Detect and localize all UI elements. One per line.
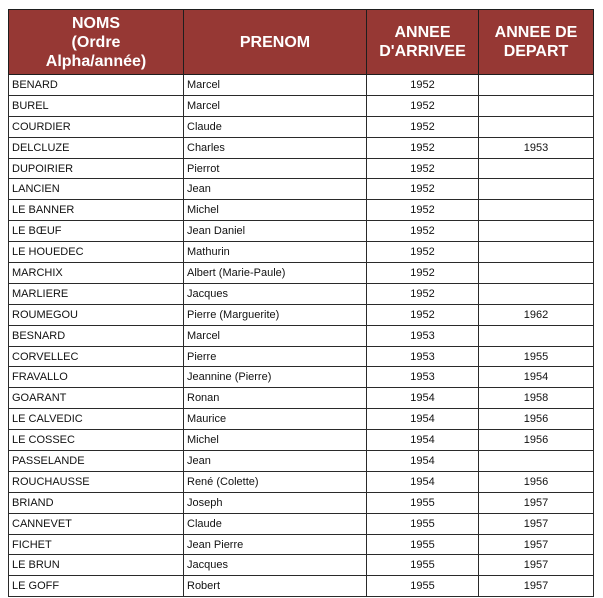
cell-prenom: Jean bbox=[184, 451, 367, 472]
cell-annee-arrivee: 1952 bbox=[367, 179, 479, 200]
cell-annee-arrivee: 1952 bbox=[367, 221, 479, 242]
table-row bbox=[9, 116, 594, 137]
cell-annee-arrivee: 1952 bbox=[367, 242, 479, 263]
table-row bbox=[9, 242, 594, 263]
cell-nom: COURDIER bbox=[9, 116, 184, 137]
cell-prenom: Charles bbox=[184, 137, 367, 158]
header-row bbox=[9, 10, 594, 75]
cell-annee-depart: 1956 bbox=[479, 471, 594, 492]
cell-prenom: Jean bbox=[184, 179, 367, 200]
cell-nom: BRIAND bbox=[9, 492, 184, 513]
cell-annee-arrivee: 1952 bbox=[367, 75, 479, 96]
cell-annee-depart: 1957 bbox=[479, 492, 594, 513]
table-row bbox=[9, 325, 594, 346]
cell-annee-arrivee: 1954 bbox=[367, 409, 479, 430]
table-row bbox=[9, 95, 594, 116]
cell-annee-arrivee: 1952 bbox=[367, 137, 479, 158]
cell-nom: LE HOUEDEC bbox=[9, 242, 184, 263]
cell-nom: LE GOFF bbox=[9, 576, 184, 597]
cell-annee-arrivee: 1954 bbox=[367, 451, 479, 472]
cell-nom: LE COSSEC bbox=[9, 430, 184, 451]
cell-annee-depart: 1962 bbox=[479, 304, 594, 325]
table-row bbox=[9, 179, 594, 200]
cell-nom: LANCIEN bbox=[9, 179, 184, 200]
cell-nom: FRAVALLO bbox=[9, 367, 184, 388]
cell-annee-depart bbox=[479, 158, 594, 179]
cell-annee-arrivee: 1952 bbox=[367, 200, 479, 221]
cell-prenom: Claude bbox=[184, 116, 367, 137]
cell-annee-arrivee: 1953 bbox=[367, 325, 479, 346]
cell-annee-arrivee: 1952 bbox=[367, 304, 479, 325]
cell-annee-arrivee: 1952 bbox=[367, 95, 479, 116]
cell-prenom: Pierre (Marguerite) bbox=[184, 304, 367, 325]
cell-annee-arrivee: 1955 bbox=[367, 576, 479, 597]
cell-annee-depart bbox=[479, 451, 594, 472]
cell-annee-arrivee: 1953 bbox=[367, 346, 479, 367]
cell-nom: DELCLUZE bbox=[9, 137, 184, 158]
header-noms: NOMS (Ordre Alpha/année) bbox=[9, 10, 184, 75]
cell-prenom: Ronan bbox=[184, 388, 367, 409]
table-row bbox=[9, 304, 594, 325]
cell-prenom: Albert (Marie-Paule) bbox=[184, 263, 367, 284]
table-row bbox=[9, 430, 594, 451]
table-row bbox=[9, 137, 594, 158]
cell-nom: ROUCHAUSSE bbox=[9, 471, 184, 492]
table-row bbox=[9, 367, 594, 388]
cell-annee-depart: 1958 bbox=[479, 388, 594, 409]
cell-prenom: Michel bbox=[184, 430, 367, 451]
table-row bbox=[9, 513, 594, 534]
cell-nom: GOARANT bbox=[9, 388, 184, 409]
cell-prenom: Mathurin bbox=[184, 242, 367, 263]
cell-annee-depart: 1957 bbox=[479, 576, 594, 597]
cell-nom: DUPOIRIER bbox=[9, 158, 184, 179]
cell-nom: PASSELANDE bbox=[9, 451, 184, 472]
cell-nom: BUREL bbox=[9, 95, 184, 116]
cell-annee-depart: 1957 bbox=[479, 513, 594, 534]
cell-annee-depart bbox=[479, 283, 594, 304]
cell-nom: BESNARD bbox=[9, 325, 184, 346]
cell-nom: BENARD bbox=[9, 75, 184, 96]
cell-annee-arrivee: 1954 bbox=[367, 471, 479, 492]
cell-annee-arrivee: 1954 bbox=[367, 388, 479, 409]
cell-nom: MARCHIX bbox=[9, 263, 184, 284]
cell-prenom: René (Colette) bbox=[184, 471, 367, 492]
cell-annee-depart: 1957 bbox=[479, 555, 594, 576]
table-row bbox=[9, 471, 594, 492]
cell-prenom: Claude bbox=[184, 513, 367, 534]
table-row bbox=[9, 492, 594, 513]
cell-prenom: Joseph bbox=[184, 492, 367, 513]
header-annee-depart: ANNEE DE DEPART bbox=[479, 10, 594, 75]
cell-nom: ROUMEGOU bbox=[9, 304, 184, 325]
table-row bbox=[9, 388, 594, 409]
personnel-table bbox=[8, 9, 594, 597]
cell-annee-arrivee: 1954 bbox=[367, 430, 479, 451]
cell-nom: CANNEVET bbox=[9, 513, 184, 534]
cell-prenom: Michel bbox=[184, 200, 367, 221]
cell-annee-depart bbox=[479, 221, 594, 242]
cell-annee-depart bbox=[479, 116, 594, 137]
cell-annee-arrivee: 1955 bbox=[367, 534, 479, 555]
cell-annee-arrivee: 1955 bbox=[367, 555, 479, 576]
table-row bbox=[9, 283, 594, 304]
cell-annee-depart bbox=[479, 95, 594, 116]
cell-annee-depart bbox=[479, 179, 594, 200]
table-row bbox=[9, 346, 594, 367]
cell-nom: FICHET bbox=[9, 534, 184, 555]
cell-prenom: Marcel bbox=[184, 75, 367, 96]
cell-annee-depart: 1954 bbox=[479, 367, 594, 388]
cell-prenom: Jacques bbox=[184, 555, 367, 576]
table-row bbox=[9, 555, 594, 576]
cell-nom: LE BANNER bbox=[9, 200, 184, 221]
cell-annee-arrivee: 1952 bbox=[367, 263, 479, 284]
table-row bbox=[9, 221, 594, 242]
table-row bbox=[9, 158, 594, 179]
table-row bbox=[9, 534, 594, 555]
cell-prenom: Jeannine (Pierre) bbox=[184, 367, 367, 388]
cell-nom: MARLIERE bbox=[9, 283, 184, 304]
cell-nom: LE BRUN bbox=[9, 555, 184, 576]
cell-annee-depart bbox=[479, 263, 594, 284]
cell-annee-depart bbox=[479, 200, 594, 221]
header-prenom: PRENOM bbox=[184, 10, 367, 75]
cell-prenom: Jean Daniel bbox=[184, 221, 367, 242]
table-row bbox=[9, 75, 594, 96]
header-annee-arrivee: ANNEE D'ARRIVEE bbox=[367, 10, 479, 75]
cell-annee-depart: 1956 bbox=[479, 409, 594, 430]
cell-annee-depart bbox=[479, 75, 594, 96]
cell-annee-arrivee: 1955 bbox=[367, 492, 479, 513]
cell-annee-depart bbox=[479, 242, 594, 263]
cell-annee-arrivee: 1955 bbox=[367, 513, 479, 534]
cell-annee-arrivee: 1952 bbox=[367, 116, 479, 137]
table-row bbox=[9, 263, 594, 284]
table-row bbox=[9, 576, 594, 597]
cell-nom: LE CALVEDIC bbox=[9, 409, 184, 430]
cell-prenom: Maurice bbox=[184, 409, 367, 430]
cell-prenom: Jean Pierre bbox=[184, 534, 367, 555]
table-row bbox=[9, 409, 594, 430]
table-row bbox=[9, 451, 594, 472]
cell-annee-arrivee: 1952 bbox=[367, 158, 479, 179]
cell-prenom: Pierrot bbox=[184, 158, 367, 179]
cell-nom: LE BŒUF bbox=[9, 221, 184, 242]
cell-prenom: Marcel bbox=[184, 95, 367, 116]
cell-annee-depart: 1957 bbox=[479, 534, 594, 555]
cell-prenom: Pierre bbox=[184, 346, 367, 367]
cell-annee-arrivee: 1953 bbox=[367, 367, 479, 388]
cell-annee-arrivee: 1952 bbox=[367, 283, 479, 304]
cell-prenom: Robert bbox=[184, 576, 367, 597]
table-header bbox=[9, 10, 594, 75]
cell-prenom: Marcel bbox=[184, 325, 367, 346]
table-body bbox=[9, 75, 594, 597]
cell-annee-depart: 1953 bbox=[479, 137, 594, 158]
cell-prenom: Jacques bbox=[184, 283, 367, 304]
cell-nom: CORVELLEC bbox=[9, 346, 184, 367]
cell-annee-depart bbox=[479, 325, 594, 346]
cell-annee-depart: 1955 bbox=[479, 346, 594, 367]
cell-annee-depart: 1956 bbox=[479, 430, 594, 451]
table-row bbox=[9, 200, 594, 221]
